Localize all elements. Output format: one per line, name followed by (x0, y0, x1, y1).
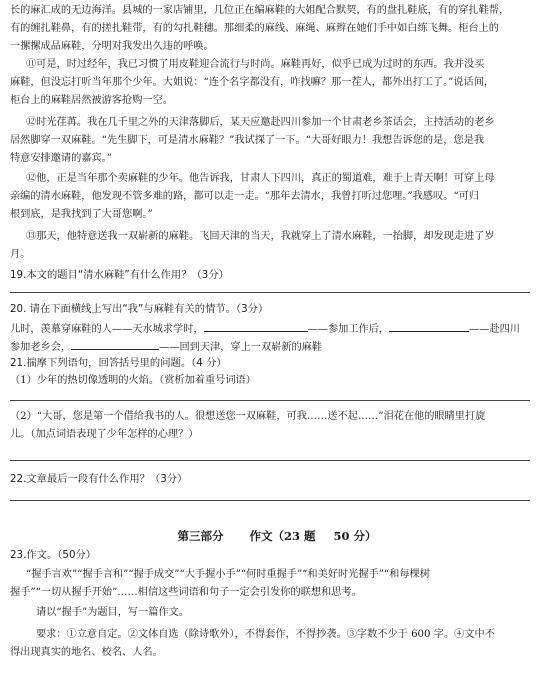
passage-line: 柜台上的麻鞋居然被游客抢购一空。 (10, 95, 173, 106)
answer-line-q21-2[interactable] (10, 460, 530, 461)
prompt-line: 握手”“一切从握手开始”……相信这些词语和句子一定会引发你的联想和思考。 (10, 587, 362, 598)
question-20-blanks-line1 (10, 320, 520, 337)
question-22: 22.文章最后一段有什么作用？（3分） (10, 473, 188, 485)
passage-line: 特意安排邀请的嘉宾。” (10, 153, 112, 164)
requirements-line: 得出现真实的地名、校名、人名。 (10, 647, 163, 658)
question-21-part-1: （1）少年的热切像透明的火焰。（赏析加着重号词语） (10, 375, 256, 386)
q20-blank-3[interactable] (71, 338, 159, 350)
question-20-blanks-line2 (10, 338, 322, 355)
q20-blank-1[interactable] (204, 320, 308, 332)
question-21-part-2-cont: 儿。（加点词语表现了少年怎样的心理？） (10, 429, 199, 440)
answer-line-q21-1[interactable] (10, 400, 530, 401)
q20-text-e: ——回到天津，穿上一双崭新的麻鞋 (159, 342, 323, 353)
q20-blank-2[interactable] (389, 320, 469, 332)
section-heading (0, 528, 554, 544)
passage-line: 根到底，是我找到了大哥您啊。” (10, 209, 153, 220)
question-21: 21.揣摩下列语句，回答括号里的问题。（4 分） (10, 357, 227, 369)
answer-line-q22[interactable] (10, 500, 530, 501)
q20-text-c: ——赴四川 (469, 324, 520, 335)
passage-line: 有的缠扎鞋鼻，有的搓扎鞋带，有的勾扎鞋穗。那细柔的麻线、麻绳、麻辫在她们手中如白练飞舞。柜台上的 (10, 23, 499, 34)
question-21-part-2: （2）“大哥，您是第一个借给我书的人。很想送您一双麻鞋，可我……送不起……”泪花在他的眼睛里打旋 (10, 411, 486, 422)
question-23: 23.作文。（50分） (10, 549, 97, 561)
passage-line: ⑬那天，他特意送我一双崭新的麻鞋。飞回天津的当天，我就穿上了清水麻鞋，一抬脚，却发现走进了岁 (26, 231, 495, 242)
heading-score: 50 分） (333, 529, 377, 543)
passage-line: 一摞摞成品麻鞋，分明对我发出久违的呼唤。 (10, 41, 214, 52)
answer-line-q19[interactable] (10, 292, 530, 293)
passage-line: 亲编的清水麻鞋，他发现不管多难的路，都可以走一走。“那年去清水，我曾打听过您哩。”我感叹。“可归 (10, 191, 479, 202)
question-20: 20. 请在下面横线上写出“我”与麻鞋有关的情节。（3分） (10, 303, 269, 315)
task-line: 请以“握手”为题目，写一篇作文。 (36, 607, 190, 618)
passage-line: ⑪可是，时过经年，我已习惯了用皮鞋迎合流行与时尚。麻鞋再好，似乎已成为过时的东西。我并没买 (26, 59, 485, 70)
passage-line: 居然脚穿一双麻鞋。“先生脚下，可是清水麻鞋？”我试探了一下。“大哥好眼力！我想告诉您的是，您是我 (10, 135, 485, 146)
passage-line: 麻鞋，但没忘打听当年那个少年。大姐说：“连个名字都没有，咋找嘛？那一茬人，都外出打工了。”说话间， (10, 77, 495, 88)
q20-text-b: ——参加工作后， (307, 324, 390, 335)
q20-text-a: 儿时，羡慕穿麻鞋的人——天水城求学时， (10, 324, 204, 335)
question-19: 19.本文的题目“清水麻鞋”有什么作用？（3分） (10, 269, 229, 281)
heading-title: 作文（23 题 (249, 529, 316, 543)
passage-line: 长的麻汇成的无边海洋。县城的一家店铺里，几位正在编麻鞋的大姐配合默契，有的盘扎鞋底，有的穿扎鞋帮， (10, 5, 510, 16)
requirements-line: 要求：①立意自定。②文体自选（除诗歌外），不得套作，不得抄袭。③字数不少于 600 字。④文中不 (36, 629, 495, 640)
passage-line: ⑫时光荏苒。我在几千里之外的天津落脚后，某天应邀赴四川参加一个甘肃老乡茶话会，主持活动的老乡 (26, 117, 495, 128)
q20-text-d: 参加老乡会， (10, 342, 72, 353)
prompt-line: “握手言欢”“握手言和”“握手成交”“大手握小手”“何时重握手”“和美好时光握手”“和每棵树 (26, 569, 430, 580)
passage-line: ⑫他，正是当年那个卖麻鞋的少年。他告诉我，甘肃人下四川，真正的蜀道难，难于上青天啊！可穿上母 (26, 173, 495, 184)
heading-part: 第三部分 (177, 529, 224, 543)
passage-line: 月。 (10, 249, 31, 260)
